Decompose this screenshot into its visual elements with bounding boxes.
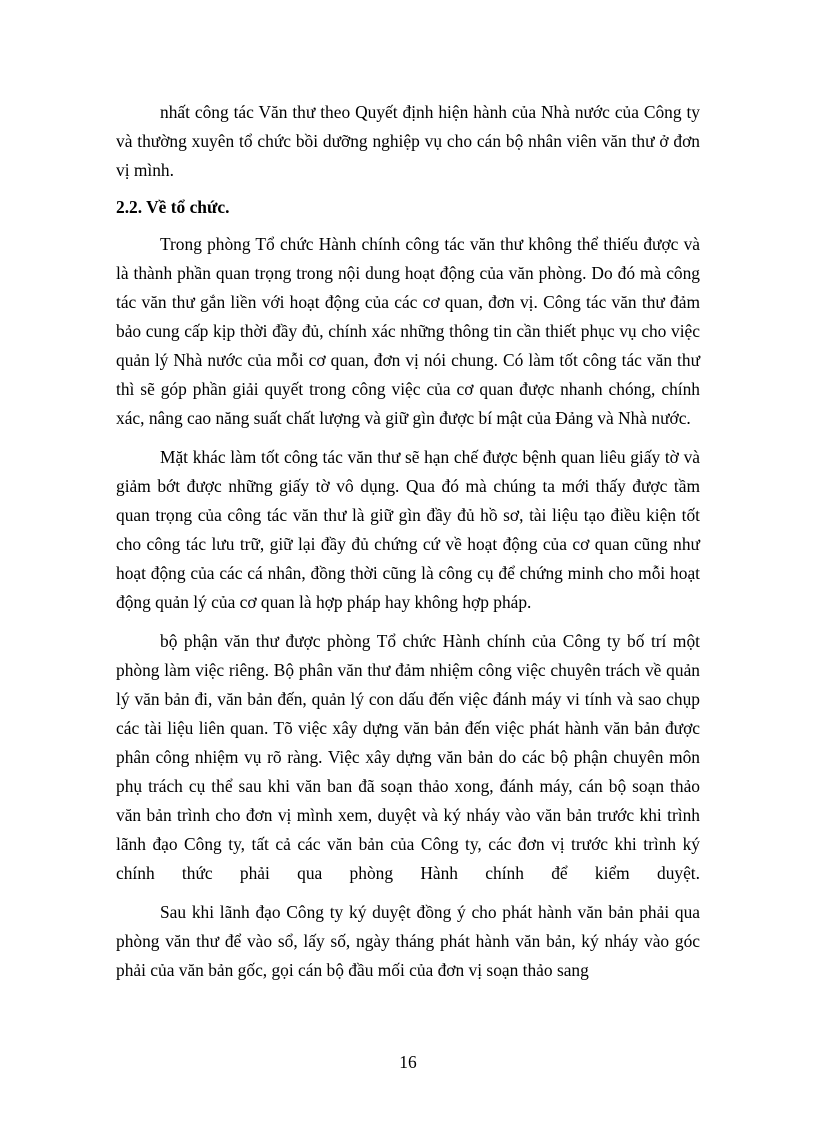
document-page [116, 98, 700, 995]
paragraph-3: bộ phận văn thư được phòng Tổ chức Hành chính của Công ty bố trí một phòng làm việc riêng. Bộ phân văn thư đảm nhiệm công việc chuyên trách về quản lý văn bản đi, văn bản đến, quản lý con dấu đến việc đánh máy vi tính và sao chụp các tài liệu liên quan. Tõ việc xây dựng văn bản đến việc phát hành văn bản được phân công nhiệm vụ rõ ràng. Việc xây dựng văn bản do các bộ phận chuyên môn phụ trách cụ thể sau khi văn ban đã soạn thảo xong, đánh máy, cán bộ soạn thảo văn bản trình cho đơn vị mình xem, duyệt và ký nháy vào văn bản trước khi trình lãnh đạo Công ty, tất cả các văn bản của Công ty, các đơn vị trước khi trình ký chính thức phải qua phòng Hành chính để kiểm duyệt. [116, 631, 700, 883]
paragraph-2: Mặt khác làm tốt công tác văn thư sẽ hạn chế được bệnh quan liêu giấy tờ và giảm bớt được những giấy tờ vô dụng. Qua đó mà chúng ta mới thấy được tầm quan trọng của công tác văn thư là giữ gìn đầy đủ hồ sơ, tài liệu tạo điều kiện tốt cho công tác lưu trữ, giữ lại đầy đủ chứng cứ về hoạt động của cơ quan cũng như hoạt động của các cá nhân, đồng thời cũng là công cụ để chứng minh cho mỗi hoạt động quản lý của cơ quan là hợp pháp hay không hợp pháp. [116, 447, 700, 612]
paragraph-1: Trong phòng Tổ chức Hành chính công tác văn thư không thể thiếu được và là thành phần quan trọng trong nội dung hoạt động của văn phòng. Do đó mà công tác văn thư gắn liền với hoạt động của các cơ quan, đơn vị. Công tác văn thư đảm bảo cung cấp kịp thời đầy đủ, chính xác những thông tin cần thiết phục vụ cho việc quản lý Nhà nước của mỗi cơ quan, đơn vị nói chung. Có làm tốt công tác văn thư thì sẽ góp phần giải quyết trong công việc của cơ quan được nhanh chóng, chính xác, nâng cao năng suất chất lượng và giữ gìn được bí mật của Đảng và Nhà nước. [116, 234, 700, 428]
section-heading: 2.2. Về tổ chức. [116, 197, 230, 217]
page-number: 16 [399, 1052, 417, 1072]
paragraph-continuation: nhất công tác Văn thư theo Quyết định hiện hành của Nhà nước của Công ty và thường xuyên tổ chức bồi dưỡng nghiệp vụ cho cán bộ nhân viên văn thư ở đơn vị mình. [116, 102, 700, 180]
paragraph-4: Sau khi lãnh đạo Công ty ký duyệt đồng ý cho phát hành văn bản phải qua phòng văn thư để vào sổ, lấy số, ngày tháng phát hành văn bản, ký nháy vào góc phải của văn bản gốc, gọi cán bộ đầu mối của đơn vị soạn thảo sang [116, 902, 700, 980]
